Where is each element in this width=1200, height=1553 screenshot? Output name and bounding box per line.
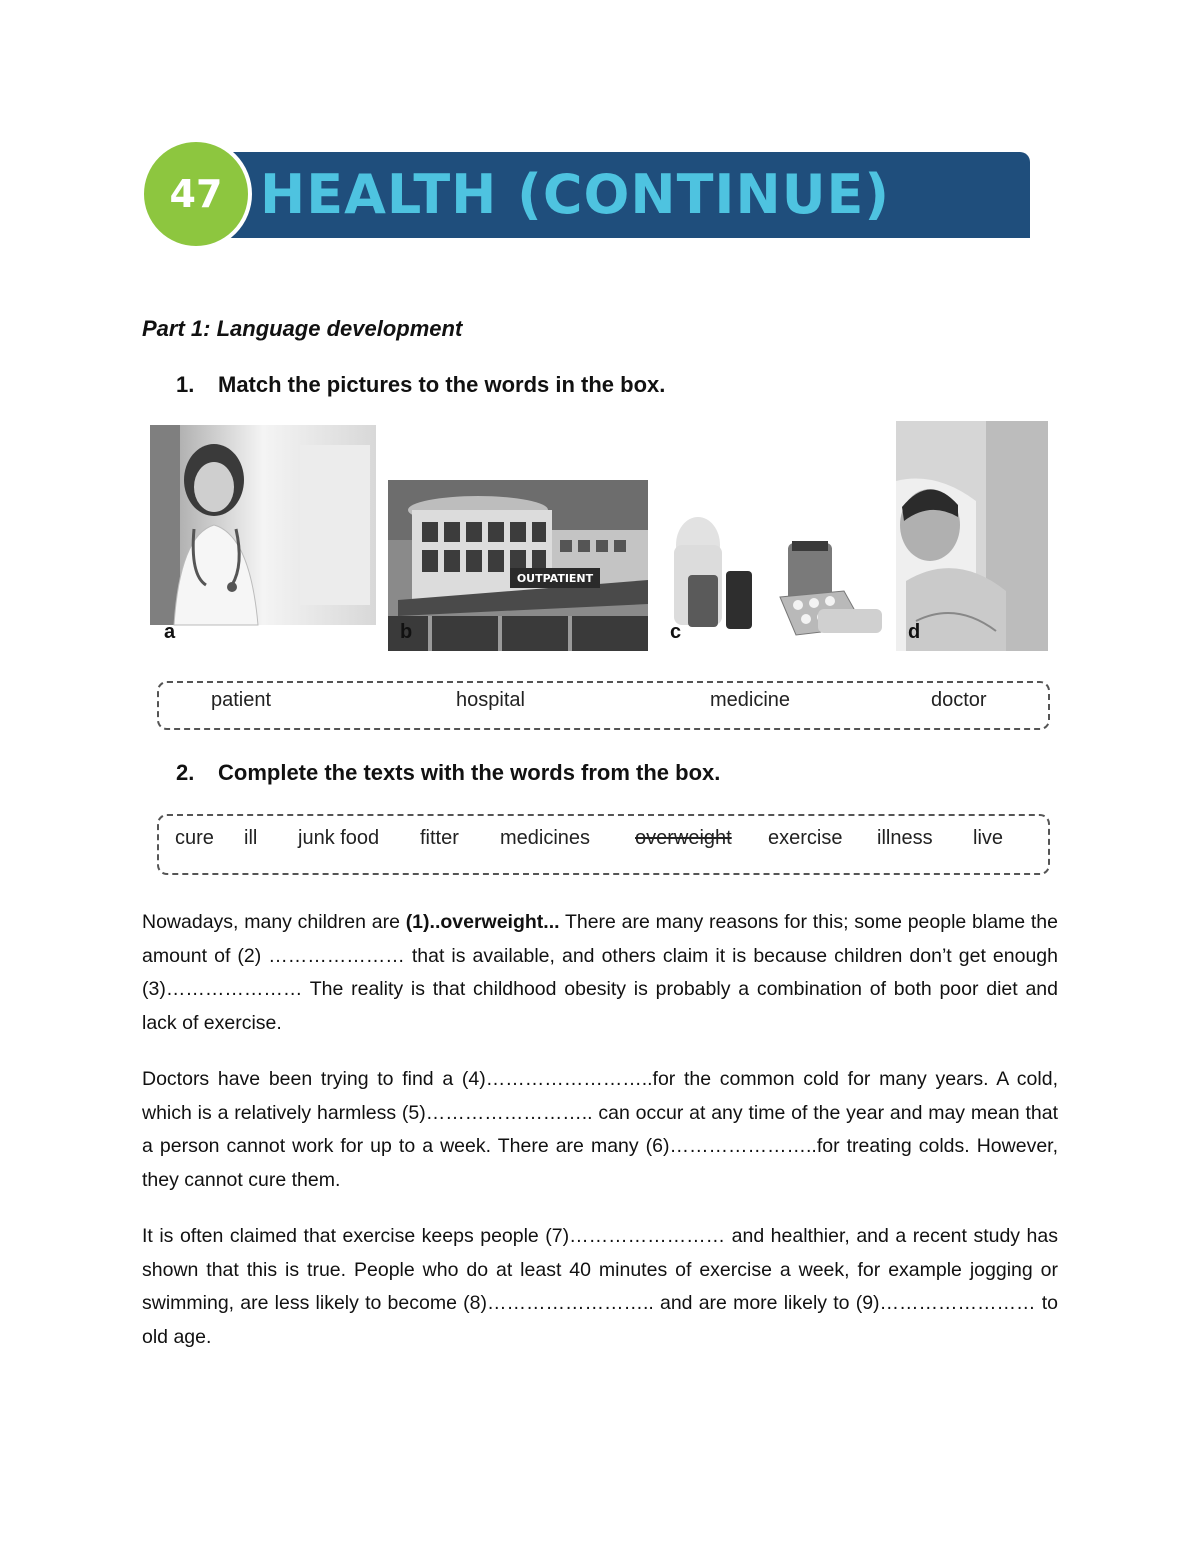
word-box-2-item: ill (244, 827, 258, 849)
paragraph-3: It is often claimed that exercise keeps people (7)…………………… and healthier, and a recent study has shown that this is true. People who do at least 40 minutes of exercise a week, for example jogging or swimming, are less likely to become (8)…………………….. and are more likely to (9)…………………… to old age. (142, 1225, 1058, 1348)
medicine-photo-icon (668, 505, 884, 651)
exercise-1-number: 1. (176, 372, 195, 397)
word-box-1-item: doctor (931, 689, 987, 711)
word-box-2-item: illness (877, 827, 933, 849)
paragraph-1 (142, 906, 1058, 1040)
picture-a-letter: a (164, 621, 176, 643)
doctor-photo-icon (150, 425, 376, 651)
exercise-2-instruction: Complete the texts with the words from the box. (218, 760, 721, 785)
word-box-1-item: patient (211, 689, 272, 711)
picture-a (150, 425, 376, 651)
hospital-photo-icon (388, 480, 648, 651)
word-box-2-item: exercise (768, 827, 843, 849)
exercise-1-heading (176, 372, 665, 398)
paragraph-1-start: Nowadays, many children are (142, 911, 406, 933)
word-box-1-item: medicine (710, 689, 791, 711)
unit-title-banner (228, 152, 1030, 238)
unit-number: 47 (169, 172, 223, 216)
exercise-2-word-box (157, 814, 1050, 875)
picture-b-letter: b (400, 621, 413, 643)
patient-photo-icon (896, 421, 1048, 651)
picture-c (668, 505, 884, 651)
example-answer: (1)..overweight... (405, 911, 560, 933)
word-box-2-item: junk food (298, 827, 380, 849)
picture-d (896, 421, 1048, 651)
exercise-1-word-box (157, 681, 1050, 730)
paragraph-2: Doctors have been trying to find a (4)……………………..for the common cold for many years. A cold, which is a relatively harmless (5)…………………….. can occur at any time of the year and may mean that a person cannot work for up to a week. There are many (6)…………………..for treating colds. However, they cannot cure them. (142, 1068, 1058, 1191)
word-box-2-item-struck: overweight (635, 827, 732, 849)
word-box-2-item: medicines (500, 827, 591, 849)
word-box-2-item: live (973, 827, 1004, 849)
picture-c-letter: c (670, 621, 682, 643)
paragraph-1-rest: There are many reasons for this; some people blame the amount of (2) ………………… that is available, and others claim it is because children don’t get enough (3)………………… The reality is that childhood obesity is probably a combination of both poor diet and lack of exercise. (142, 911, 1059, 1034)
unit-title: HEALTH (CONTINUE) (260, 163, 891, 226)
picture-b (388, 480, 648, 651)
exercise-2-number: 2. (176, 760, 195, 785)
word-box-2-item: cure (175, 827, 214, 849)
exercise-1-instruction: Match the pictures to the words in the box. (218, 372, 666, 397)
outpatient-sign: OUTPATIENT (516, 572, 594, 585)
word-box-2-item: fitter (420, 827, 459, 849)
part-heading: Part 1: Language development (142, 316, 463, 341)
picture-d-letter: d (908, 621, 921, 643)
word-box-1-item: hospital (456, 689, 525, 711)
unit-number-badge (140, 138, 252, 250)
exercise-2-heading (176, 760, 720, 786)
